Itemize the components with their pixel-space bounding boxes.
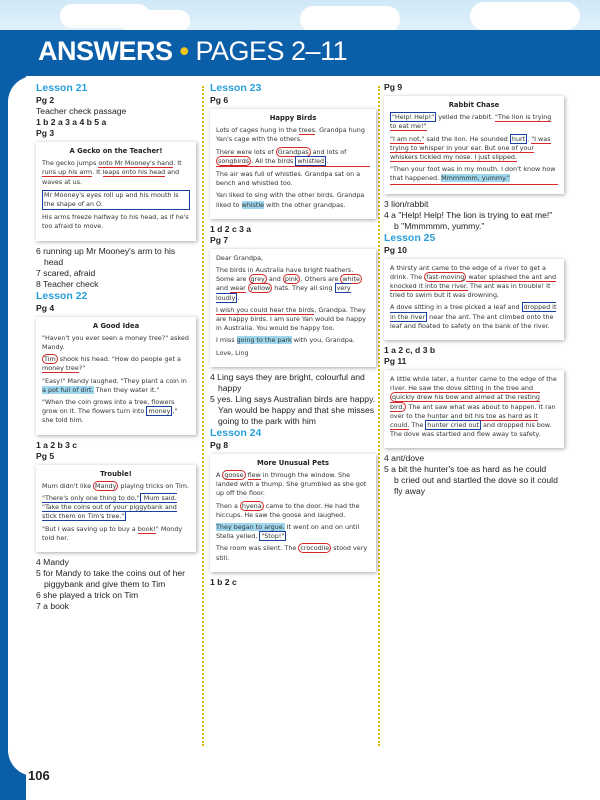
text: with the other grandpas. (264, 200, 346, 209)
underlined-text: bit his toe as hard as it could. (390, 411, 538, 430)
boxed-text: whistled (297, 156, 325, 165)
card-paragraph (216, 126, 370, 144)
page-label: Pg 7 (210, 234, 229, 245)
text: The ant saw what was about to happen. It ran over to the hunter and (390, 402, 556, 420)
text: There were lots of (216, 147, 276, 156)
answer-line: 4 ant/dove (384, 453, 425, 464)
boxed-text: very loudly (216, 284, 351, 302)
page-label: Pg 5 (36, 450, 55, 461)
passage-card (36, 317, 196, 435)
highlighted-text: whistle (241, 200, 265, 209)
text: "There's (42, 494, 71, 503)
card-paragraph: The air was full of whistles. Grandpa sat on a bench and whistled too. (216, 170, 361, 188)
underlined-text: trees (298, 126, 315, 135)
card-paragraph (390, 135, 558, 163)
column-divider (378, 86, 380, 746)
underlined-text: runs up his arm (42, 168, 93, 177)
passage-card (210, 454, 376, 572)
text: . Grandpa hung Yan's cage with the others. (216, 126, 365, 144)
text: A (216, 471, 223, 480)
text: The (409, 421, 426, 430)
text: Yan liked to sing with the other birds. Grandpa liked to (216, 191, 365, 209)
boxed-text: dropped it in the river (390, 303, 557, 321)
text: hats. They all sing (272, 284, 335, 293)
boxed-text: hurt (511, 134, 526, 143)
text: in through the window. She landed with a thump. She grumbled as she got up off the floor. (216, 471, 367, 498)
answer-line: b cried out and startled the dove so it could fly away (394, 475, 558, 497)
passage-card (36, 142, 196, 241)
text: , Grandpa. They are happy birds. I am sure Yan would be happy in Australia. You would be happy too. (216, 305, 366, 333)
card-paragraph (390, 264, 558, 301)
text: A thirsty ant came to the edge of a river to get a drink. The (390, 263, 546, 281)
highlighted-text: They began to argue. (216, 523, 285, 532)
underlined-text: wear (230, 284, 246, 293)
circled-text: yellow (249, 284, 271, 293)
text: "Then your foot was in my mouth. I don't know how that happened. (390, 165, 556, 183)
answer-line: 5 a bit the hunter's toe as hard as he could (384, 464, 547, 475)
underlined-text: I wish you could hear the birds (216, 305, 315, 314)
circled-text: songbirds (218, 156, 250, 165)
text: "Easy!" Mandy laughed. "They plant a coin in (42, 376, 187, 385)
circled-text: fast-moving (426, 272, 465, 281)
card-paragraph (216, 544, 370, 562)
text: "But I was saving up to buy a (42, 524, 138, 533)
underlined-text: book! (137, 524, 156, 533)
circled-text: white (342, 275, 360, 284)
text: with you, Grandpa. (291, 336, 355, 345)
underlined-text: only one thing to do," (70, 494, 140, 503)
text: Then they water it." (93, 385, 160, 394)
answer-line: 5 yes. Ling says Australian birds are happy. Yan would be happy and that she misses going to the park with him (210, 393, 376, 426)
text: shook his head. "How do people get a (57, 355, 181, 364)
text: near the ant. The ant climbed onto the leaf and floated to safety on the bank of the river. (390, 312, 554, 330)
circled-text: grey (250, 275, 265, 284)
column-1 (36, 82, 196, 612)
answer-line: 3 lion/rabbit (384, 198, 429, 209)
sky-background (0, 0, 600, 34)
highlighted-text: a pot full of dirt. (42, 385, 94, 394)
column-divider (202, 86, 204, 746)
text: The gecko jumps (42, 159, 99, 168)
card-paragraph (42, 398, 190, 426)
circled-text: pink (284, 275, 299, 284)
answer-line: 1 a 2 c, d 3 b (384, 345, 436, 356)
circled-text: crocodile (300, 544, 330, 553)
answer-line: 6 she played a trick on Tim (36, 590, 139, 601)
page-label: Pg 3 (36, 128, 55, 138)
text: and lots of (310, 147, 347, 156)
boxed-paragraph: Mr Mooney's eyes roll up and his mouth is the shape of an O. (42, 190, 190, 210)
boxed-text: money (148, 407, 171, 416)
text: A little while later, a hunter came to the edge of the river. He saw the dove sitting in the tree and (390, 375, 557, 393)
answer-line: 4 Ling says they are bright, colourful and happy (210, 371, 365, 393)
passage-card (36, 465, 196, 552)
text: Lots of cages hung in the (216, 126, 299, 135)
answer-line: 1 b 2 a 3 a 4 b 5 a (36, 117, 107, 127)
underlined-text: water splashed the ant and knocked it into the river. (390, 272, 557, 291)
text: The birds in Australia have bright feathers. Some are (216, 266, 354, 284)
text: and (266, 275, 283, 284)
card-title: Rabbit Chase (448, 101, 500, 109)
text: came to the door. He had the hiccups. He saw the goose and laughed. (216, 501, 360, 519)
card-paragraph (42, 525, 190, 543)
highlighted-text: Mmmmmm, yummy." (441, 174, 510, 183)
card-paragraph (42, 355, 190, 373)
card-paragraph (216, 471, 370, 499)
answer-line: 5 for Mandy to take the coins out of her piggybank and give them to Tim (36, 568, 186, 590)
text: . (237, 293, 240, 302)
underlined-text: onto Mr Mooney's hand (98, 159, 174, 168)
text: The ant was in trouble! It tried to swim but it was drowning. (390, 282, 551, 300)
text: Then a (216, 501, 240, 510)
text: yelled the rabbit. (436, 113, 496, 122)
card-paragraph (216, 191, 370, 209)
text: said the lion. He sounded (424, 134, 510, 143)
page-label: Pg 2 (36, 95, 55, 105)
lesson-25-heading: Lesson 25 (384, 231, 436, 244)
cloud (120, 10, 190, 32)
passage-card (384, 259, 564, 340)
circled-text: goose (224, 471, 244, 480)
answer-line: 1 d 2 c 3 a (210, 223, 252, 234)
passage-card (384, 96, 564, 194)
card-title: A Good Idea (92, 321, 140, 330)
text: The room was silent. The (216, 544, 299, 553)
underlined-text: leaps onto his head (102, 168, 166, 177)
card-paragraph (216, 336, 370, 345)
title-answers: ANSWERS (38, 36, 173, 66)
text: "When the coin grows into a tree, flowers grow on it. The flowers turn into (42, 398, 175, 416)
answer-line: 7 scared, afraid (36, 267, 96, 278)
answer-line: 4 a "Help! Help! The lion is trying to eat me!" (384, 209, 553, 220)
underlined-text: "The lion is trying to eat me!" (390, 113, 552, 131)
column-2 (210, 82, 376, 588)
answer-line: 8 Teacher check (36, 278, 99, 289)
text: . All the birds (251, 156, 296, 165)
card-paragraph (42, 159, 190, 187)
card-paragraph (390, 165, 558, 184)
text: . (326, 156, 329, 165)
card-title: A Gecko on the Teacher! (69, 147, 163, 155)
boxed-text: hunter cried out (427, 421, 479, 430)
card-paragraph: His arms freeze halfway to his head, as if he's too afraid to move. (42, 213, 189, 231)
answer-line: 6 running up Mr Mooney's arm to his head (36, 245, 176, 267)
page-panel-edge (8, 76, 34, 776)
card-paragraph (216, 502, 370, 520)
boxed-text: "Stop!" (261, 532, 285, 541)
page-label: Pg 9 (384, 82, 403, 92)
answer-line: 7 a book (36, 601, 69, 612)
page-number: 106 (28, 768, 50, 783)
card-paragraph (216, 523, 370, 541)
circled-text: Mandy (95, 481, 117, 490)
text: " Mondy told her. (42, 524, 183, 542)
answer-line: 1 a 2 b 3 c (36, 439, 78, 450)
answer-line: 1 b 2 c (210, 576, 237, 587)
card-paragraph (390, 113, 558, 131)
card-paragraph (42, 377, 190, 395)
lesson-24-heading: Lesson 24 (210, 426, 262, 439)
card-title: Trouble! (100, 469, 132, 478)
text: stood very still. (216, 544, 368, 562)
text: Mum didn't like (42, 481, 94, 490)
circled-text: quickly drew his bow and aimed at the resting bird. (390, 393, 540, 411)
text: and dropped his bow. The dove was startled and flew away to safety. (390, 421, 552, 439)
lesson-22-heading: Lesson 22 (36, 289, 88, 302)
text: It went on and on until Stella yelled, (216, 523, 360, 541)
card-paragraph (390, 303, 558, 331)
circled-text: Grandpas (277, 147, 309, 156)
text: A dove sitting in a tree picked a leaf and (390, 303, 522, 312)
card-title: More Unusual Pets (256, 458, 329, 467)
letter-card (210, 249, 376, 367)
boxed-text: Mum said. "Take the coins out of your piggybank and stick them on Tim's tree." (42, 494, 177, 521)
answer-line: 4 Mandy (36, 557, 69, 568)
card-paragraph (42, 482, 190, 491)
title-pages: PAGES 2–11 (195, 36, 348, 66)
card-paragraph (216, 266, 370, 303)
text: and (216, 284, 231, 293)
page-label: Pg 6 (210, 95, 229, 105)
text: I miss (216, 336, 237, 345)
lesson-21-heading: Lesson 21 (36, 82, 88, 94)
page-label: Pg 4 (36, 302, 55, 313)
passage-card (210, 109, 376, 219)
answer-line: Teacher check passage (36, 106, 127, 116)
underlined-text: "I am not," (390, 134, 425, 143)
card-paragraph: "Haven't you ever seen a money tree?" asked Mandy. (42, 333, 189, 352)
boxed-text: "Help! Help!" (392, 113, 435, 122)
text: playing tricks on Tim. (118, 481, 190, 490)
cloud (470, 2, 580, 30)
title-separator: • (179, 36, 189, 66)
underlined-text: "I was trying to whisper in your ear. But one of your whiskers tickled my nose. I just slipped. (390, 134, 551, 162)
card-paragraph (216, 306, 370, 334)
card-title: Happy Birds (269, 114, 317, 122)
letter-greeting: Dear Grandpa, (216, 253, 264, 262)
text: ?" (78, 364, 86, 373)
text: . It (173, 159, 182, 168)
card-paragraph (390, 375, 558, 439)
text: . Others are (300, 275, 341, 284)
text: and waves at us. (42, 168, 180, 186)
card-paragraph (42, 494, 190, 522)
underlined-text: money tree (42, 364, 79, 373)
column-3 (384, 82, 564, 497)
text: . It (92, 168, 103, 177)
cloud (300, 6, 400, 32)
text: ," she told him. (42, 407, 178, 425)
card-paragraph (216, 148, 370, 167)
passage-card (384, 370, 564, 448)
page-title (38, 36, 347, 67)
underlined-text: flew (247, 471, 261, 480)
page-label: Pg 11 (384, 356, 407, 367)
answer-line: b "Mmmmmm, yummy." (394, 220, 485, 231)
circled-text: hyena (241, 501, 262, 510)
circled-text: Tim (44, 355, 56, 364)
text: . (527, 134, 532, 143)
lesson-23-heading: Lesson 23 (210, 82, 262, 94)
page-label: Pg 10 (384, 244, 407, 255)
highlighted-text: going to the park (236, 336, 292, 345)
page-label: Pg 8 (210, 439, 229, 450)
letter-signoff: Love, Ling (216, 348, 249, 357)
